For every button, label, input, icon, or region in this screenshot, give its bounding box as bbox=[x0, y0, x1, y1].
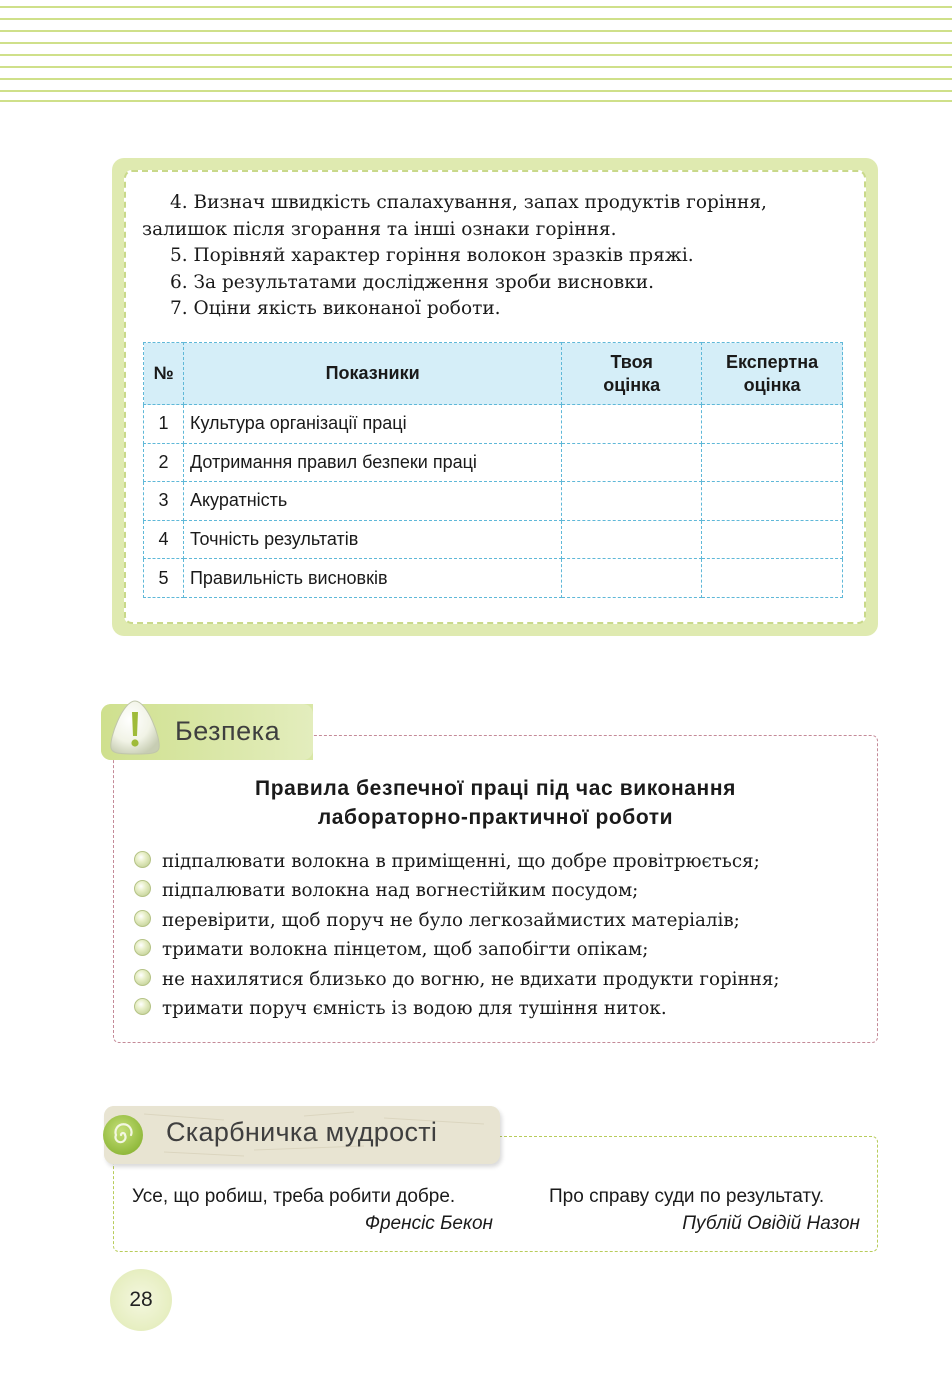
row-num: 5 bbox=[144, 559, 184, 598]
list-item bbox=[133, 847, 873, 876]
header-indicators: Показники bbox=[183, 343, 561, 405]
exclamation-icon bbox=[107, 698, 163, 756]
expert-score-cell[interactable] bbox=[702, 482, 843, 521]
quote-author: Публій Овідій Назон bbox=[682, 1213, 860, 1234]
header-expert-score bbox=[702, 343, 843, 405]
list-item bbox=[133, 994, 873, 1023]
expert-score-cell[interactable] bbox=[702, 405, 843, 444]
own-score-cell[interactable] bbox=[562, 482, 702, 521]
task-step: 7. Оціни якість виконаної роботи. bbox=[170, 298, 501, 319]
header-own-score bbox=[562, 343, 702, 405]
rule-text: тримати поруч ємність із водою для тушіння ниток. bbox=[162, 997, 667, 1019]
evaluation-table bbox=[143, 342, 843, 598]
bullet-icon bbox=[134, 851, 151, 868]
list-item bbox=[133, 935, 873, 964]
row-label: Точність результатів bbox=[183, 520, 561, 559]
list-item bbox=[133, 965, 873, 994]
row-label: Правильність висновків bbox=[183, 559, 561, 598]
rule-text: підпалювати волокна в приміщенні, що добре провітрюється; bbox=[162, 851, 760, 872]
safety-heading bbox=[113, 774, 878, 832]
list-item bbox=[133, 906, 873, 935]
safety-title: Безпека bbox=[175, 716, 281, 746]
table-row bbox=[144, 405, 843, 444]
top-decorative-lines bbox=[0, 0, 952, 110]
task-step: 6. За результатами дослідження зроби висновки. bbox=[170, 271, 654, 293]
expert-score-cell[interactable] bbox=[702, 559, 843, 598]
row-label: Дотримання правил безпеки праці bbox=[183, 443, 561, 482]
row-num: 1 bbox=[144, 405, 184, 444]
table-row bbox=[144, 559, 843, 598]
quote bbox=[549, 1183, 860, 1237]
table-row bbox=[144, 443, 843, 482]
task-inner-panel bbox=[124, 170, 866, 624]
bullet-icon bbox=[134, 969, 151, 986]
header-own-line2: оцінка bbox=[603, 374, 661, 395]
safety-heading-line1: Правила безпечної праці під час виконання bbox=[255, 777, 736, 800]
own-score-cell[interactable] bbox=[562, 559, 702, 598]
own-score-cell[interactable] bbox=[562, 520, 702, 559]
expert-score-cell[interactable] bbox=[702, 520, 843, 559]
spiral-icon bbox=[100, 1112, 146, 1158]
quote bbox=[132, 1183, 493, 1237]
bullet-icon bbox=[134, 998, 151, 1015]
rule-text: тримати волокна пінцетом, щоб запобігти опікам; bbox=[162, 939, 649, 961]
rule-text: не нахилятися близько до вогню, не вдихати продукти горіння; bbox=[162, 968, 780, 990]
rule-text: підпалювати волокна над вогнестійким посудом; bbox=[162, 880, 639, 902]
table-row bbox=[144, 482, 843, 521]
row-num: 3 bbox=[144, 482, 184, 521]
header-own-line1: Твоя bbox=[610, 351, 653, 372]
bullet-icon bbox=[134, 880, 151, 897]
safety-rules-list bbox=[133, 847, 873, 1023]
rule-text: перевірити, щоб поруч не було легкозаймистих матеріалів; bbox=[162, 909, 740, 931]
header-expert-line2: оцінка bbox=[743, 374, 801, 395]
task-box bbox=[112, 158, 878, 636]
task-step: 5. Порівняй характер горіння волокон зразків пряжі. bbox=[170, 245, 694, 266]
row-label: Акуратність bbox=[183, 482, 561, 521]
bullet-icon bbox=[134, 910, 151, 927]
row-num: 4 bbox=[144, 520, 184, 559]
header-expert-line1: Експертна bbox=[725, 351, 819, 372]
quote-text: Про справу суди по результату. bbox=[549, 1186, 825, 1207]
wisdom-title: Скарбничка мудрості bbox=[166, 1117, 438, 1147]
task-steps bbox=[142, 190, 854, 323]
quote-text: Усе, що робиш, треба робити добре. bbox=[132, 1186, 456, 1207]
own-score-cell[interactable] bbox=[562, 443, 702, 482]
quote-author: Френсіс Бекон bbox=[364, 1213, 493, 1234]
bullet-icon bbox=[134, 939, 151, 956]
row-num: 2 bbox=[144, 443, 184, 482]
safety-heading-line2: лабораторно-практичної роботи bbox=[317, 806, 674, 829]
expert-score-cell[interactable] bbox=[702, 443, 843, 482]
table-header-row bbox=[144, 343, 843, 405]
own-score-cell[interactable] bbox=[562, 405, 702, 444]
page-number: 28 bbox=[110, 1269, 172, 1331]
row-label: Культура організації праці bbox=[183, 405, 561, 444]
list-item bbox=[133, 876, 873, 905]
header-num: № bbox=[144, 343, 184, 405]
task-step: 4. Визнач швидкість спалахування, запах продуктів горіння, залишок після згорання та інші ознаки горіння. bbox=[142, 192, 767, 240]
table-row bbox=[144, 520, 843, 559]
